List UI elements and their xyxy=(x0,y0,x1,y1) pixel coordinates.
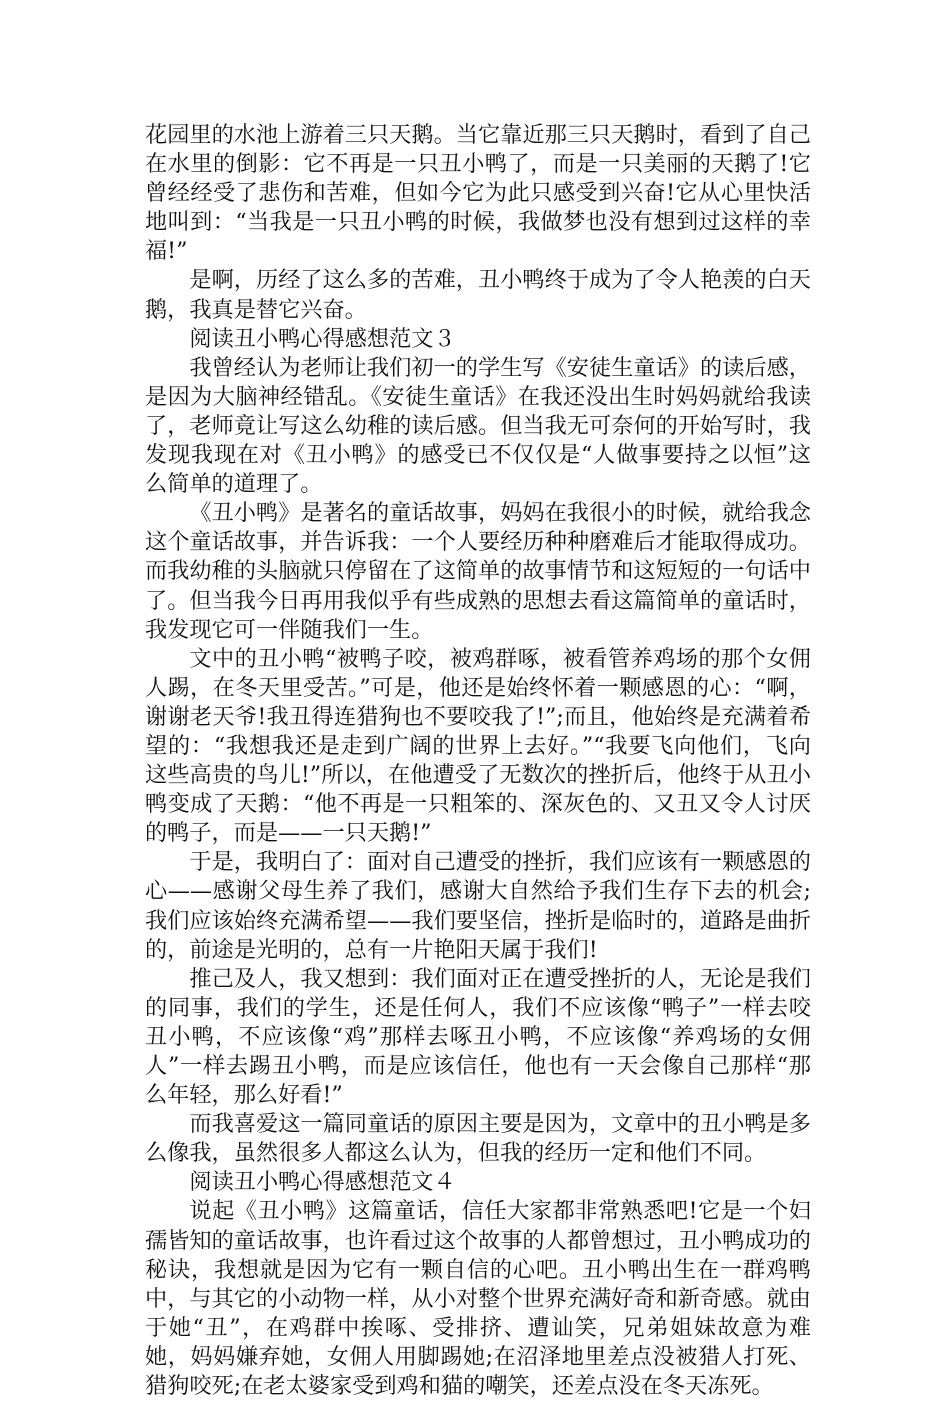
paragraph-empathy: 推己及人，我又想到：我们面对正在遭受挫折的人，无论是我们的同事，我们的学生，还是任何人，我们不应该像“鸭子”一样去咬丑小鸭，不应该像“鸡”那样去啄丑小鸭，不应该像“养鸡场的女佣人”一样去踢丑小鸭，而是应该信任，他也有一天会像自己那样“那么年轻，那么好看!” xyxy=(145,965,811,1109)
paragraph-essay-4-intro: 说起《丑小鸭》这篇童话，信任大家都非常熟悉吧!它是一个妇孺皆知的童话故事，也许看过这个故事的人都曾想过，丑小鸭成功的秘诀，我想就是因为它有一颗自信的心吧。丑小鸭出生在一群鸡鸭中，与其它的小动物一样，从小对整个世界充满好奇和新奇感。就由于她“丑”，在鸡群中挨啄、受排挤、遭讪笑，兄弟姐妹故意为难她，妈妈嫌弃她，女佣人用脚踢她;在沼泽地里差点没被猎人打死、猎狗咬死;在老太婆家受到鸡和猫的嘲笑，还差点没在冬天冻死。 xyxy=(145,1198,811,1400)
paragraph-duckling-hardships: 文中的丑小鸭“被鸭子咬，被鸡群啄，被看管养鸡场的那个女佣人踢，在冬天里受苦。”可是，他还是始终怀着一颗感恩的心：“啊，谢谢老天爷!我丑得连猎狗也不要咬我了!”;而且，他始终是充满着希望的：“我想我还是走到广阔的世界上去好。”“我要飞向他们，飞向这些高贵的鸟儿!”所以，在他遭受了无数次的挫折后，他终于从丑小鸭变成了天鹅：“他不再是一只粗笨的、深灰色的、又丑又令人讨厌的鸭子，而是——一只天鹅!” xyxy=(145,645,811,847)
paragraph-swans-reflection: 花园里的水池上游着三只天鹅。当它靠近那三只天鹅时，看到了自己在水里的倒影：它不再是一只丑小鸭了，而是一只美丽的天鹅了!它曾经经受了悲伤和苦难，但如今它为此只感受到兴奋!它从心里快活地叫到：“当我是一只丑小鸭的时候，我做梦也没有想到过这样的幸福!” xyxy=(145,122,811,265)
section-heading-essay-4: 阅读丑小鸭心得感想范文４ xyxy=(189,1169,456,1196)
paragraph-grateful-heart: 于是，我明白了：面对自己遭受的挫折，我们应该有一颗感恩的心——感谢父母生养了我们，感谢大自然给予我们生存下去的机会;我们应该始终充满希望——我们要坚信，挫折是临时的，道路是曲折的，前途是光明的，总有一片艳阳天属于我们! xyxy=(145,849,811,963)
paragraph-why-i-like: 而我喜爱这一篇同童话的原因主要是因为，文章中的丑小鸭是多么像我，虽然很多人都这么认为，但我的经历一定和他们不同。 xyxy=(145,1111,811,1167)
paragraph-famous-fairy-tale: 《丑小鸭》是著名的童话故事，妈妈在我很小的时候，就给我念这个童话故事，并告诉我：一个人要经历种种磨难后才能取得成功。而我幼稚的头脑就只停留在了这简单的故事情节和这短短的一句话中了。但当我今日再用我似乎有些成熟的思想去看这篇简单的童话时，我发现它可一伴随我们一生。 xyxy=(145,500,811,643)
paragraph-essay-3-intro: 我曾经认为老师让我们初一的学生写《安徒生童话》的读后感，是因为大脑神经错乱。《安徒生童话》在我还没出生时妈妈就给我读了，老师竟让写这么幼稚的读后感。但当我无可奈何的开始写时，我发现我现在对《丑小鸭》的感受已不仅仅是“人做事要持之以恒”这么简单的道理了。 xyxy=(145,354,811,498)
paragraph-white-swan: 是啊，历经了这么多的苦难，丑小鸭终于成为了令人艳羡的白天鹅，我真是替它兴奋。 xyxy=(145,267,811,323)
document-body xyxy=(145,121,811,1401)
section-heading-essay-3: 阅读丑小鸭心得感想范文３ xyxy=(189,325,456,352)
